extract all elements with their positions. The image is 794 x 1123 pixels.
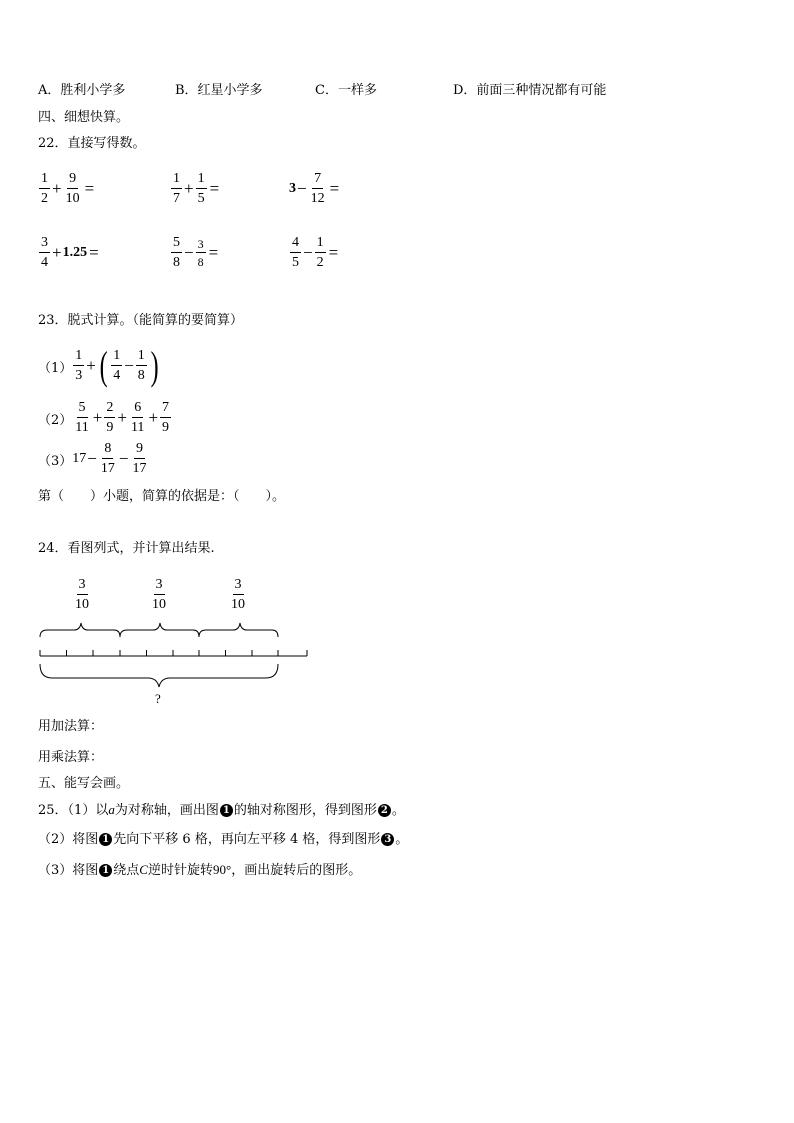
ticks [40, 650, 307, 656]
q24-title: 24．看图列式，并计算出结果. [38, 541, 215, 556]
fraction: $\frac{5}{11}$ [75, 400, 89, 435]
q22-expr-5: $\frac{5}{8}$ − $\frac{3}{8}$ = [173, 235, 219, 270]
choice-c: C．一样多 [315, 83, 377, 98]
q23-part-3: （3） 17 − $\frac{8}{17}$ − $\frac{9}{17}$ [38, 441, 147, 476]
fraction: $\frac{1}{5}$ [197, 171, 205, 206]
q23-title: 23．脱式计算。（能简算的要简算） [38, 313, 244, 328]
fraction: $\frac{1}{8}$ [137, 348, 145, 383]
part-label: （1） [38, 360, 73, 376]
segment-fraction-1: $\frac{3}{10}$ [75, 577, 89, 612]
choice-b: B．红星小学多 [175, 83, 263, 98]
circled-number-3: 3 [381, 833, 394, 846]
fraction: $\frac{3}{4}$ [41, 235, 48, 270]
q25-line-3: （3）将图 1 绕点C逆时针旋转90°，画出旋转后的图形。 [38, 862, 362, 878]
q25-line-2: （2）将图 1 先向下平移 6 格，再向左平移 4 格，得到图形 3 。 [38, 832, 409, 847]
circled-number-1: 1 [99, 833, 112, 846]
fraction: $\frac{2}{9}$ [106, 400, 114, 435]
fraction: $\frac{7}{12}$ [310, 171, 325, 206]
angle-value: 90° [212, 862, 232, 877]
fraction: $\frac{9}{17}$ [132, 441, 147, 476]
fraction: $\frac{8}{17}$ [100, 441, 115, 476]
fraction: $\frac{1}{2}$ [41, 171, 48, 206]
fraction: $\frac{6}{11}$ [130, 400, 145, 435]
brace-bottom [40, 664, 278, 687]
q22-title: 22．直接写得数。 [38, 136, 146, 151]
fraction: $\frac{1}{3}$ [75, 348, 83, 383]
fraction: $\frac{9}{10}$ [65, 171, 80, 206]
brace-top-2 [120, 623, 199, 637]
q22-expr-6: $\frac{4}{5}$ − $\frac{1}{2}$ = [292, 235, 339, 270]
q22-expr-1: $\frac{1}{2}$ + $\frac{9}{10}$ = [41, 171, 95, 206]
fraction: $\frac{5}{8}$ [173, 235, 180, 270]
left-paren: ( [99, 343, 108, 388]
brace-top-3 [199, 623, 278, 637]
question-mark: ? [155, 691, 161, 706]
q23-part-2: （2） $\frac{5}{11}$ + $\frac{2}{9}$ + $\frac{6}{11}$ + $\frac{7}{9}$ [38, 400, 170, 435]
fraction: $\frac{1}{7}$ [173, 171, 180, 206]
fraction: $\frac{1}{2}$ [316, 235, 324, 270]
fraction: $\frac{7}{9}$ [162, 400, 170, 435]
fraction: $\frac{4}{5}$ [292, 235, 299, 270]
q22-expr-3: 3 − $\frac{7}{12}$ = [289, 171, 340, 206]
fraction: $\frac{3}{8}$ [197, 237, 204, 269]
q24-add-label: 用加法算： [38, 719, 104, 734]
section4-title: 四、细想快算。 [38, 110, 130, 125]
circled-number-2: 2 [378, 804, 391, 817]
q23-fill-line: 第（ ）小题，简算的依据是：（ ）。 [38, 489, 286, 504]
q25-line-1: 25．（1）以a为对称轴，画出图 1 的轴对称图形，得到图形 2 。 [38, 802, 405, 818]
section5-title: 五、能写会画。 [38, 776, 130, 791]
part-label: （3） [38, 453, 73, 469]
segment-fraction-3: $\frac{3}{10}$ [231, 577, 245, 612]
q23-part-1: （1） $\frac{1}{3}$ + ( $\frac{1}{4}$ − $\frac{1}{8}$ ) [38, 343, 159, 388]
circled-number-1: 1 [220, 804, 233, 817]
brace-top-1 [40, 623, 120, 637]
axis-variable: a [108, 802, 115, 817]
q22-expr-4: $\frac{3}{4}$ + 1.25 = [41, 235, 99, 270]
part-label: （2） [38, 412, 73, 428]
choice-a: A．胜利小学多 [38, 83, 126, 98]
circled-number-1: 1 [99, 864, 112, 877]
number-line-diagram [30, 620, 320, 690]
choice-d: D．前面三种情况都有可能 [453, 83, 607, 98]
point-variable: C [139, 862, 148, 877]
segment-fraction-2: $\frac{3}{10}$ [152, 577, 166, 612]
q22-expr-2: $\frac{1}{7}$ + $\frac{1}{5}$ = [173, 171, 220, 206]
right-paren: ) [150, 343, 159, 388]
q24-mul-label: 用乘法算： [38, 750, 104, 765]
fraction: $\frac{1}{4}$ [113, 348, 121, 383]
